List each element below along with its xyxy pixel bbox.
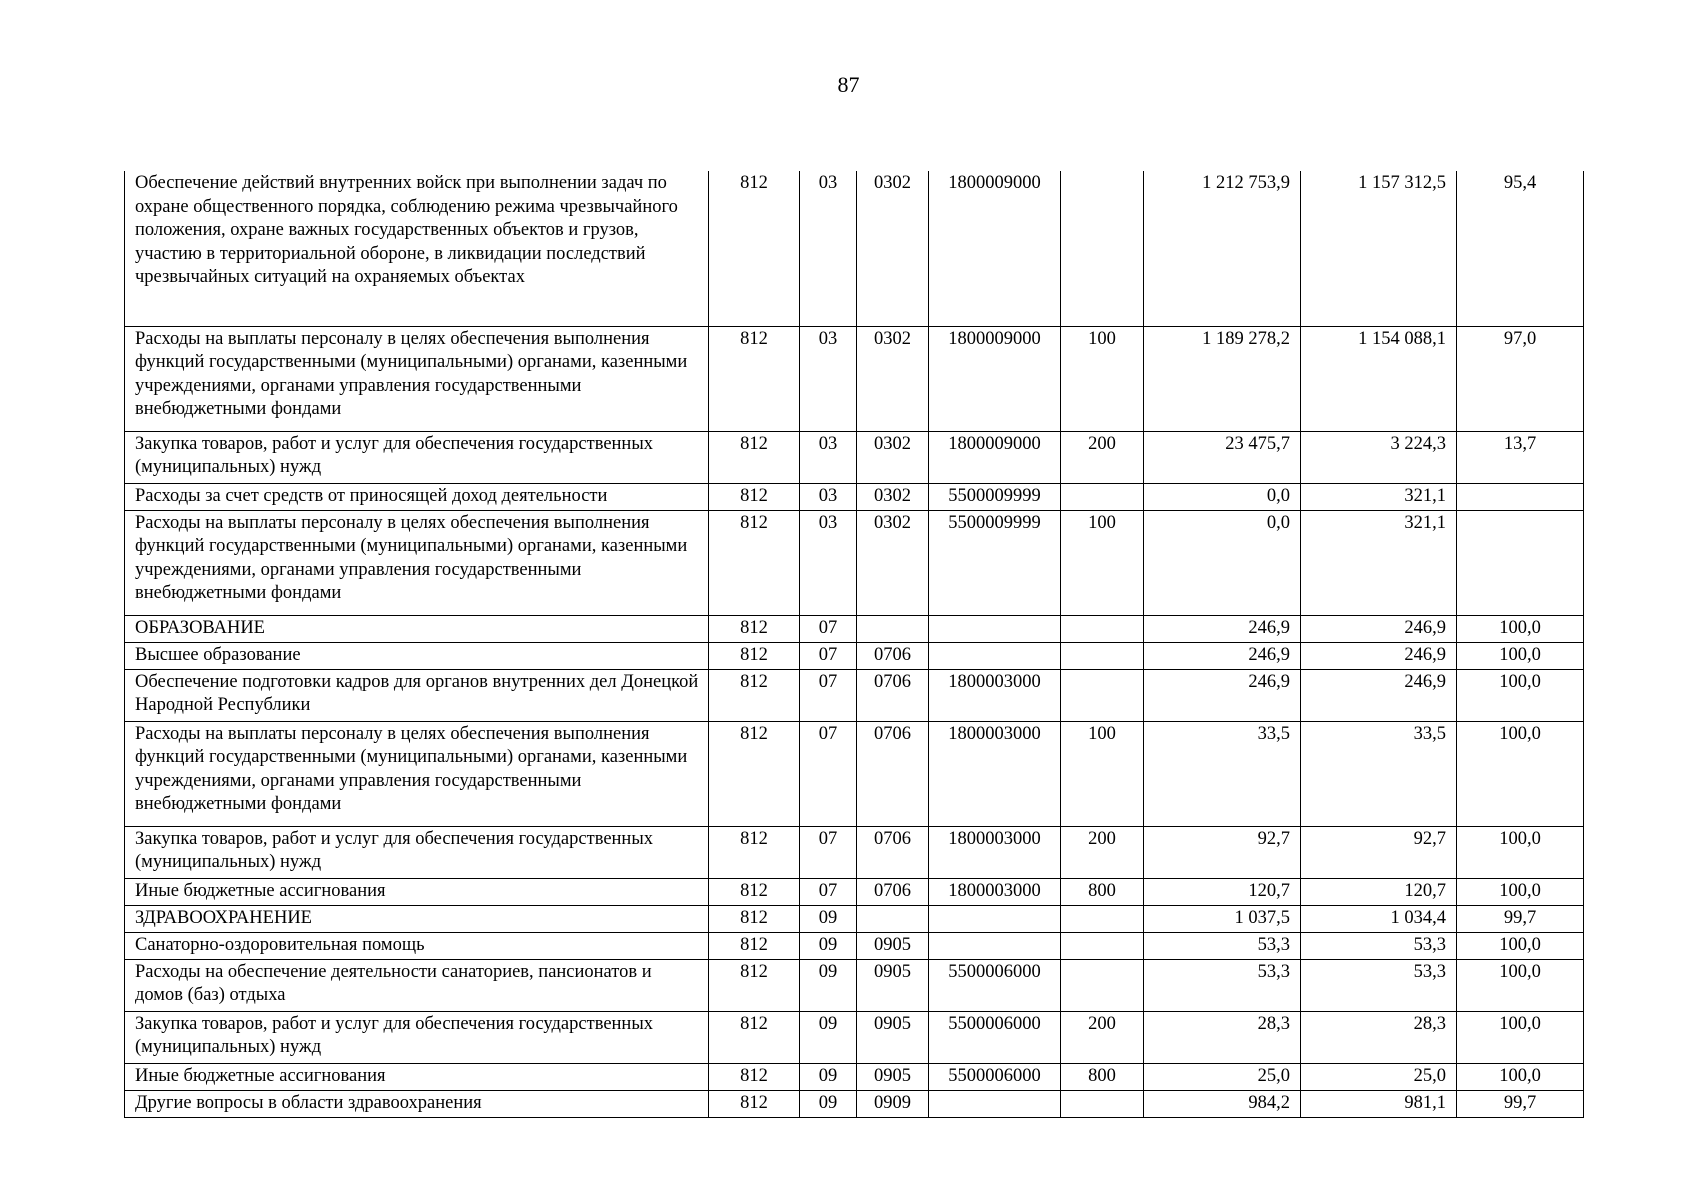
section-code: 07 xyxy=(800,826,857,878)
subsection-code: 0302 xyxy=(857,326,929,431)
target-code: 1800003000 xyxy=(929,669,1061,721)
actual-value: 1 154 088,1 xyxy=(1301,326,1457,431)
plan-value: 28,3 xyxy=(1144,1011,1301,1063)
table-row xyxy=(125,1011,1584,1063)
percent-value xyxy=(1457,510,1584,615)
expense-type-code: 100 xyxy=(1061,326,1144,431)
actual-value: 25,0 xyxy=(1301,1063,1457,1090)
subsection-code: 0302 xyxy=(857,483,929,510)
table-row xyxy=(125,721,1584,826)
target-code: 1800009000 xyxy=(929,171,1061,326)
percent-value: 97,0 xyxy=(1457,326,1584,431)
expense-type-code xyxy=(1061,171,1144,326)
section-code: 03 xyxy=(800,510,857,615)
expense-type-code xyxy=(1061,669,1144,721)
expense-type-code: 200 xyxy=(1061,826,1144,878)
ministry-code: 812 xyxy=(709,615,800,642)
budget-table xyxy=(124,171,1584,1118)
table-row xyxy=(125,431,1584,483)
section-code: 09 xyxy=(800,905,857,932)
table-row xyxy=(125,669,1584,721)
plan-value: 23 475,7 xyxy=(1144,431,1301,483)
expense-type-code: 100 xyxy=(1061,510,1144,615)
percent-value: 100,0 xyxy=(1457,878,1584,905)
target-code: 1800009000 xyxy=(929,431,1061,483)
actual-value: 53,3 xyxy=(1301,959,1457,1011)
section-code: 07 xyxy=(800,642,857,669)
section-code: 07 xyxy=(800,615,857,642)
section-code: 07 xyxy=(800,721,857,826)
ministry-code: 812 xyxy=(709,721,800,826)
subsection-code: 0706 xyxy=(857,878,929,905)
target-code: 5500006000 xyxy=(929,1011,1061,1063)
target-code: 5500009999 xyxy=(929,510,1061,615)
subsection-code: 0905 xyxy=(857,932,929,959)
ministry-code: 812 xyxy=(709,483,800,510)
target-code xyxy=(929,905,1061,932)
section-code: 09 xyxy=(800,959,857,1011)
plan-value: 92,7 xyxy=(1144,826,1301,878)
section-code: 07 xyxy=(800,669,857,721)
expense-type-code: 800 xyxy=(1061,878,1144,905)
expense-type-code: 200 xyxy=(1061,1011,1144,1063)
ministry-code: 812 xyxy=(709,878,800,905)
percent-value: 99,7 xyxy=(1457,905,1584,932)
table-row xyxy=(125,642,1584,669)
ministry-code: 812 xyxy=(709,642,800,669)
row-name: ОБРАЗОВАНИЕ xyxy=(125,615,709,642)
row-name: ЗДРАВООХРАНЕНИЕ xyxy=(125,905,709,932)
ministry-code: 812 xyxy=(709,510,800,615)
percent-value: 100,0 xyxy=(1457,959,1584,1011)
actual-value: 1 034,4 xyxy=(1301,905,1457,932)
target-code: 1800009000 xyxy=(929,326,1061,431)
section-code: 03 xyxy=(800,171,857,326)
ministry-code: 812 xyxy=(709,932,800,959)
actual-value: 1 157 312,5 xyxy=(1301,171,1457,326)
row-name: Закупка товаров, работ и услуг для обеспечения государственных (муниципальных) нужд xyxy=(125,826,709,878)
target-code: 1800003000 xyxy=(929,826,1061,878)
section-code: 03 xyxy=(800,483,857,510)
expense-type-code xyxy=(1061,642,1144,669)
plan-value: 246,9 xyxy=(1144,669,1301,721)
expense-type-code xyxy=(1061,483,1144,510)
subsection-code: 0302 xyxy=(857,171,929,326)
row-name: Расходы на выплаты персоналу в целях обеспечения выполнения функций государственными (муниципальными) органами, казенными учреждениями, органами управления государственными внебюджетными фондами xyxy=(125,326,709,431)
subsection-code: 0909 xyxy=(857,1090,929,1117)
row-name: Высшее образование xyxy=(125,642,709,669)
section-code: 03 xyxy=(800,326,857,431)
percent-value xyxy=(1457,483,1584,510)
expense-type-code xyxy=(1061,615,1144,642)
actual-value: 321,1 xyxy=(1301,510,1457,615)
plan-value: 246,9 xyxy=(1144,615,1301,642)
table-row xyxy=(125,483,1584,510)
expense-type-code xyxy=(1061,959,1144,1011)
subsection-code: 0905 xyxy=(857,1011,929,1063)
subsection-code: 0302 xyxy=(857,510,929,615)
table-row xyxy=(125,959,1584,1011)
ministry-code: 812 xyxy=(709,826,800,878)
percent-value: 13,7 xyxy=(1457,431,1584,483)
row-name: Санаторно-оздоровительная помощь xyxy=(125,932,709,959)
plan-value: 1 037,5 xyxy=(1144,905,1301,932)
ministry-code: 812 xyxy=(709,1011,800,1063)
subsection-code xyxy=(857,615,929,642)
ministry-code: 812 xyxy=(709,171,800,326)
actual-value: 120,7 xyxy=(1301,878,1457,905)
subsection-code: 0706 xyxy=(857,826,929,878)
subsection-code: 0706 xyxy=(857,669,929,721)
subsection-code: 0706 xyxy=(857,721,929,826)
row-name: Закупка товаров, работ и услуг для обеспечения государственных (муниципальных) нужд xyxy=(125,1011,709,1063)
table-row xyxy=(125,510,1584,615)
subsection-code xyxy=(857,905,929,932)
ministry-code: 812 xyxy=(709,669,800,721)
plan-value: 33,5 xyxy=(1144,721,1301,826)
section-code: 09 xyxy=(800,1011,857,1063)
expense-type-code: 800 xyxy=(1061,1063,1144,1090)
plan-value: 0,0 xyxy=(1144,483,1301,510)
target-code xyxy=(929,1090,1061,1117)
ministry-code: 812 xyxy=(709,959,800,1011)
row-name: Расходы за счет средств от приносящей доход деятельности xyxy=(125,483,709,510)
ministry-code: 812 xyxy=(709,905,800,932)
row-name: Обеспечение действий внутренних войск при выполнении задач по охране общественного порядка, соблюдению режима чрезвычайного положения, охране важных государственных объектов и грузов, участию в территориальной обороне, в ликвидации последствий чрезвычайных ситуаций на охраняемых объектах xyxy=(125,171,709,326)
percent-value: 95,4 xyxy=(1457,171,1584,326)
section-code: 09 xyxy=(800,932,857,959)
row-name: Расходы на обеспечение деятельности санаториев, пансионатов и домов (баз) отдыха xyxy=(125,959,709,1011)
subsection-code: 0302 xyxy=(857,431,929,483)
plan-value: 53,3 xyxy=(1144,932,1301,959)
target-code: 1800003000 xyxy=(929,878,1061,905)
percent-value: 100,0 xyxy=(1457,932,1584,959)
expense-type-code xyxy=(1061,1090,1144,1117)
actual-value: 53,3 xyxy=(1301,932,1457,959)
actual-value: 246,9 xyxy=(1301,642,1457,669)
page-number: 87 xyxy=(837,72,860,97)
plan-value: 984,2 xyxy=(1144,1090,1301,1117)
row-name: Иные бюджетные ассигнования xyxy=(125,1063,709,1090)
subsection-code: 0905 xyxy=(857,959,929,1011)
target-code xyxy=(929,615,1061,642)
target-code: 5500006000 xyxy=(929,959,1061,1011)
plan-value: 1 189 278,2 xyxy=(1144,326,1301,431)
ministry-code: 812 xyxy=(709,1063,800,1090)
actual-value: 33,5 xyxy=(1301,721,1457,826)
actual-value: 28,3 xyxy=(1301,1011,1457,1063)
table-row xyxy=(125,905,1584,932)
expense-type-code xyxy=(1061,905,1144,932)
percent-value: 100,0 xyxy=(1457,642,1584,669)
percent-value: 100,0 xyxy=(1457,615,1584,642)
section-code: 09 xyxy=(800,1090,857,1117)
percent-value: 100,0 xyxy=(1457,826,1584,878)
table-row xyxy=(125,932,1584,959)
expense-type-code xyxy=(1061,932,1144,959)
percent-value: 100,0 xyxy=(1457,1063,1584,1090)
section-code: 07 xyxy=(800,878,857,905)
percent-value: 100,0 xyxy=(1457,721,1584,826)
target-code xyxy=(929,642,1061,669)
target-code: 5500009999 xyxy=(929,483,1061,510)
expense-type-code: 200 xyxy=(1061,431,1144,483)
row-name: Расходы на выплаты персоналу в целях обеспечения выполнения функций государственными (муниципальными) органами, казенными учреждениями, органами управления государственными внебюджетными фондами xyxy=(125,721,709,826)
section-code: 03 xyxy=(800,431,857,483)
row-name: Иные бюджетные ассигнования xyxy=(125,878,709,905)
table-row xyxy=(125,1090,1584,1117)
target-code: 5500006000 xyxy=(929,1063,1061,1090)
actual-value: 3 224,3 xyxy=(1301,431,1457,483)
ministry-code: 812 xyxy=(709,1090,800,1117)
row-name: Расходы на выплаты персоналу в целях обеспечения выполнения функций государственными (муниципальными) органами, казенными учреждениями, органами управления государственными внебюджетными фондами xyxy=(125,510,709,615)
ministry-code: 812 xyxy=(709,431,800,483)
subsection-code: 0706 xyxy=(857,642,929,669)
table-row xyxy=(125,615,1584,642)
target-code xyxy=(929,932,1061,959)
plan-value: 0,0 xyxy=(1144,510,1301,615)
row-name: Закупка товаров, работ и услуг для обеспечения государственных (муниципальных) нужд xyxy=(125,431,709,483)
plan-value: 1 212 753,9 xyxy=(1144,171,1301,326)
subsection-code: 0905 xyxy=(857,1063,929,1090)
actual-value: 321,1 xyxy=(1301,483,1457,510)
table-row xyxy=(125,1063,1584,1090)
plan-value: 246,9 xyxy=(1144,642,1301,669)
table-row xyxy=(125,878,1584,905)
plan-value: 25,0 xyxy=(1144,1063,1301,1090)
ministry-code: 812 xyxy=(709,326,800,431)
actual-value: 981,1 xyxy=(1301,1090,1457,1117)
expense-type-code: 100 xyxy=(1061,721,1144,826)
actual-value: 246,9 xyxy=(1301,669,1457,721)
actual-value: 246,9 xyxy=(1301,615,1457,642)
table-row xyxy=(125,326,1584,431)
row-name: Другие вопросы в области здравоохранения xyxy=(125,1090,709,1117)
percent-value: 100,0 xyxy=(1457,1011,1584,1063)
plan-value: 120,7 xyxy=(1144,878,1301,905)
row-name: Обеспечение подготовки кадров для органов внутренних дел Донецкой Народной Республики xyxy=(125,669,709,721)
percent-value: 100,0 xyxy=(1457,669,1584,721)
percent-value: 99,7 xyxy=(1457,1090,1584,1117)
actual-value: 92,7 xyxy=(1301,826,1457,878)
table-row xyxy=(125,171,1584,326)
plan-value: 53,3 xyxy=(1144,959,1301,1011)
target-code: 1800003000 xyxy=(929,721,1061,826)
section-code: 09 xyxy=(800,1063,857,1090)
table-row xyxy=(125,826,1584,878)
